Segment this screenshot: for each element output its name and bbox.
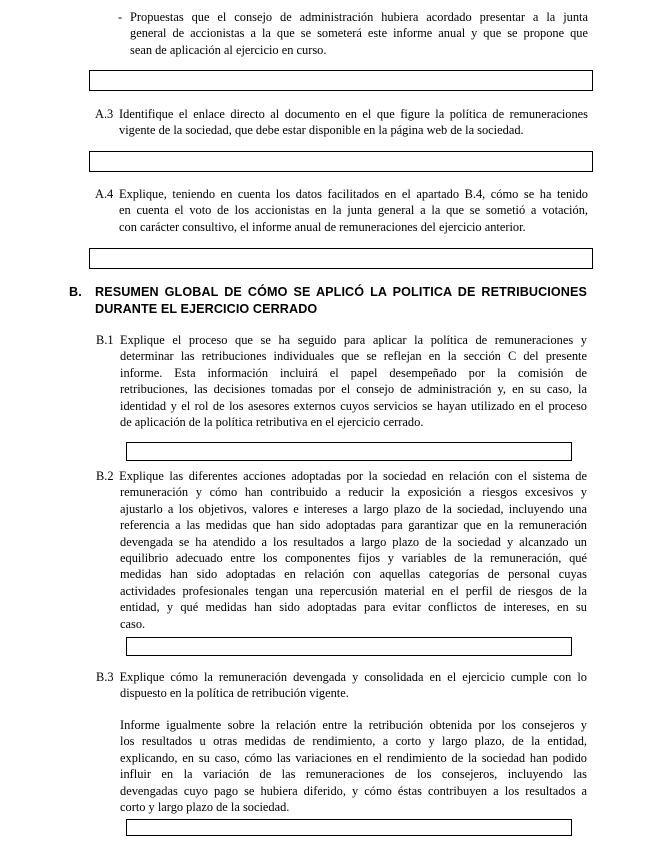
answer-box-b3[interactable] <box>126 819 572 836</box>
section-title-line: RESUMEN GLOBAL DE CÓMO SE APLICÓ LA POLITICA DE RETRIBUCIONES <box>95 285 587 299</box>
item-number: A.3 <box>95 107 114 121</box>
b1-line: identidad y el rol de los asesores externos cuyos servicios se hayan utilizado en el proceso <box>120 398 587 413</box>
a4-line: Explique, teniendo en cuenta los datos facilitados en el apartado B.4, cómo se ha tenido <box>119 187 588 201</box>
b1-line: determinar las retribuciones individuales que se reflejan en la sección C del presente <box>120 349 587 364</box>
answer-box-b1[interactable] <box>126 442 572 461</box>
item-b2 <box>96 468 587 631</box>
b3-para2-line: los resultados u otras medidas de rendimiento, a corto y largo plazo, de la entidad, <box>120 734 587 749</box>
item-number: A.4 <box>95 187 114 201</box>
b3-para2-line: devengadas cuyo pago se hubiera diferido, y cómo éstas contribuyen a los resultados a <box>120 783 587 798</box>
answer-box-b2[interactable] <box>126 637 572 656</box>
top-line: sean de aplicación al ejercicio en curso. <box>130 42 327 57</box>
answer-box-a3[interactable] <box>89 151 593 172</box>
a3-line: vigente de la sociedad, que debe estar disponible en la página web de la sociedad. <box>119 123 524 138</box>
a3-line: Identifique el enlace directo al documento en el que figure la política de remuneraciones <box>119 107 588 121</box>
b2-line: caso. <box>120 616 146 631</box>
bullet-dash: - <box>118 10 123 24</box>
b2-line: actividades profesionales tengan una repercusión material en el perfil de riesgos de la <box>120 583 587 598</box>
answer-box-a4[interactable] <box>89 248 593 269</box>
b3-para2-line: explicando, en su caso, cómo las variaciones en el rendimiento de la sociedad han podido <box>120 750 587 765</box>
b2-line: medidas han sido adoptadas en relación con aquellas categorías de personal cuyas <box>120 567 587 582</box>
b2-line: equilibrio adecuado entre los componentes fijos y variables de la remuneración, qué <box>120 551 587 566</box>
b2-line: remuneración y cómo han contribuido a reducir la exposición a riesgos excesivos y <box>120 485 587 500</box>
a4-line: con carácter consultivo, el informe anual de remuneraciones del ejercicio anterior. <box>119 219 526 234</box>
b1-line: Explique el proceso que se ha seguido para aplicar la política de remuneraciones y <box>120 333 587 347</box>
b2-line: devengada se ha atendido a los resultados a largo plazo de la sociedad y alcanzado un <box>120 534 587 549</box>
item-number: B.1 <box>96 333 114 347</box>
item-number: B.3 <box>96 670 114 684</box>
a4-line: en cuenta el voto de los accionistas en la junta general a la que se sometió a votación, <box>119 203 588 218</box>
b1-line: retribuciones, las decisiones tomadas por el consejo de administración y, en su caso, la <box>120 382 587 397</box>
answer-box-top[interactable] <box>89 70 593 91</box>
item-number: B.2 <box>96 469 114 483</box>
b1-line: de aplicación de la política retributiva en el ejercicio cerrado. <box>120 415 424 430</box>
b3-para2-line: Informe igualmente sobre la relación entre la retribución obtenida por los consejeros y <box>120 718 587 732</box>
section-letter: B. <box>69 285 82 299</box>
b2-line: ajustarlo a los objetivos, valores e intereses a largo plazo de la sociedad, incluyendo una <box>120 501 587 516</box>
b1-line: informe. Esta información incluirá el papel desempeñado por la comisión de <box>120 365 587 380</box>
item-b3 <box>96 669 587 815</box>
section-title-line: DURANTE EL EJERCICIO CERRADO <box>95 301 318 316</box>
top-line: general de accionistas a la que se someterá este informe anual y que se propone que <box>130 26 588 41</box>
b3-first-line: B.3 Explique cómo la remuneración devengada y consolidada en el ejercicio cumple con lo <box>96 670 587 684</box>
b2-first-line: B.2 Explique las diferentes acciones adoptadas por la sociedad en relación con el sistema de <box>96 469 587 483</box>
b3-para2-line: corto y largo plazo de la sociedad. <box>120 800 290 815</box>
b3-para2-line: influir en la variación de las remuneraciones de los consejeros, incluyendo las <box>120 767 587 782</box>
b2-line: entidad, y qué medidas han sido adoptadas para evitar conflictos de intereses, en su <box>120 600 587 615</box>
b2-line: referencia a las medidas que han sido adoptadas para garantizar que en la remuneración <box>120 518 587 533</box>
b3-line: dispuesto en la política de retribución vigente. <box>120 686 349 701</box>
top-line: Propuestas que el consejo de administración hubiera acordado presentar a la junta <box>130 10 588 24</box>
